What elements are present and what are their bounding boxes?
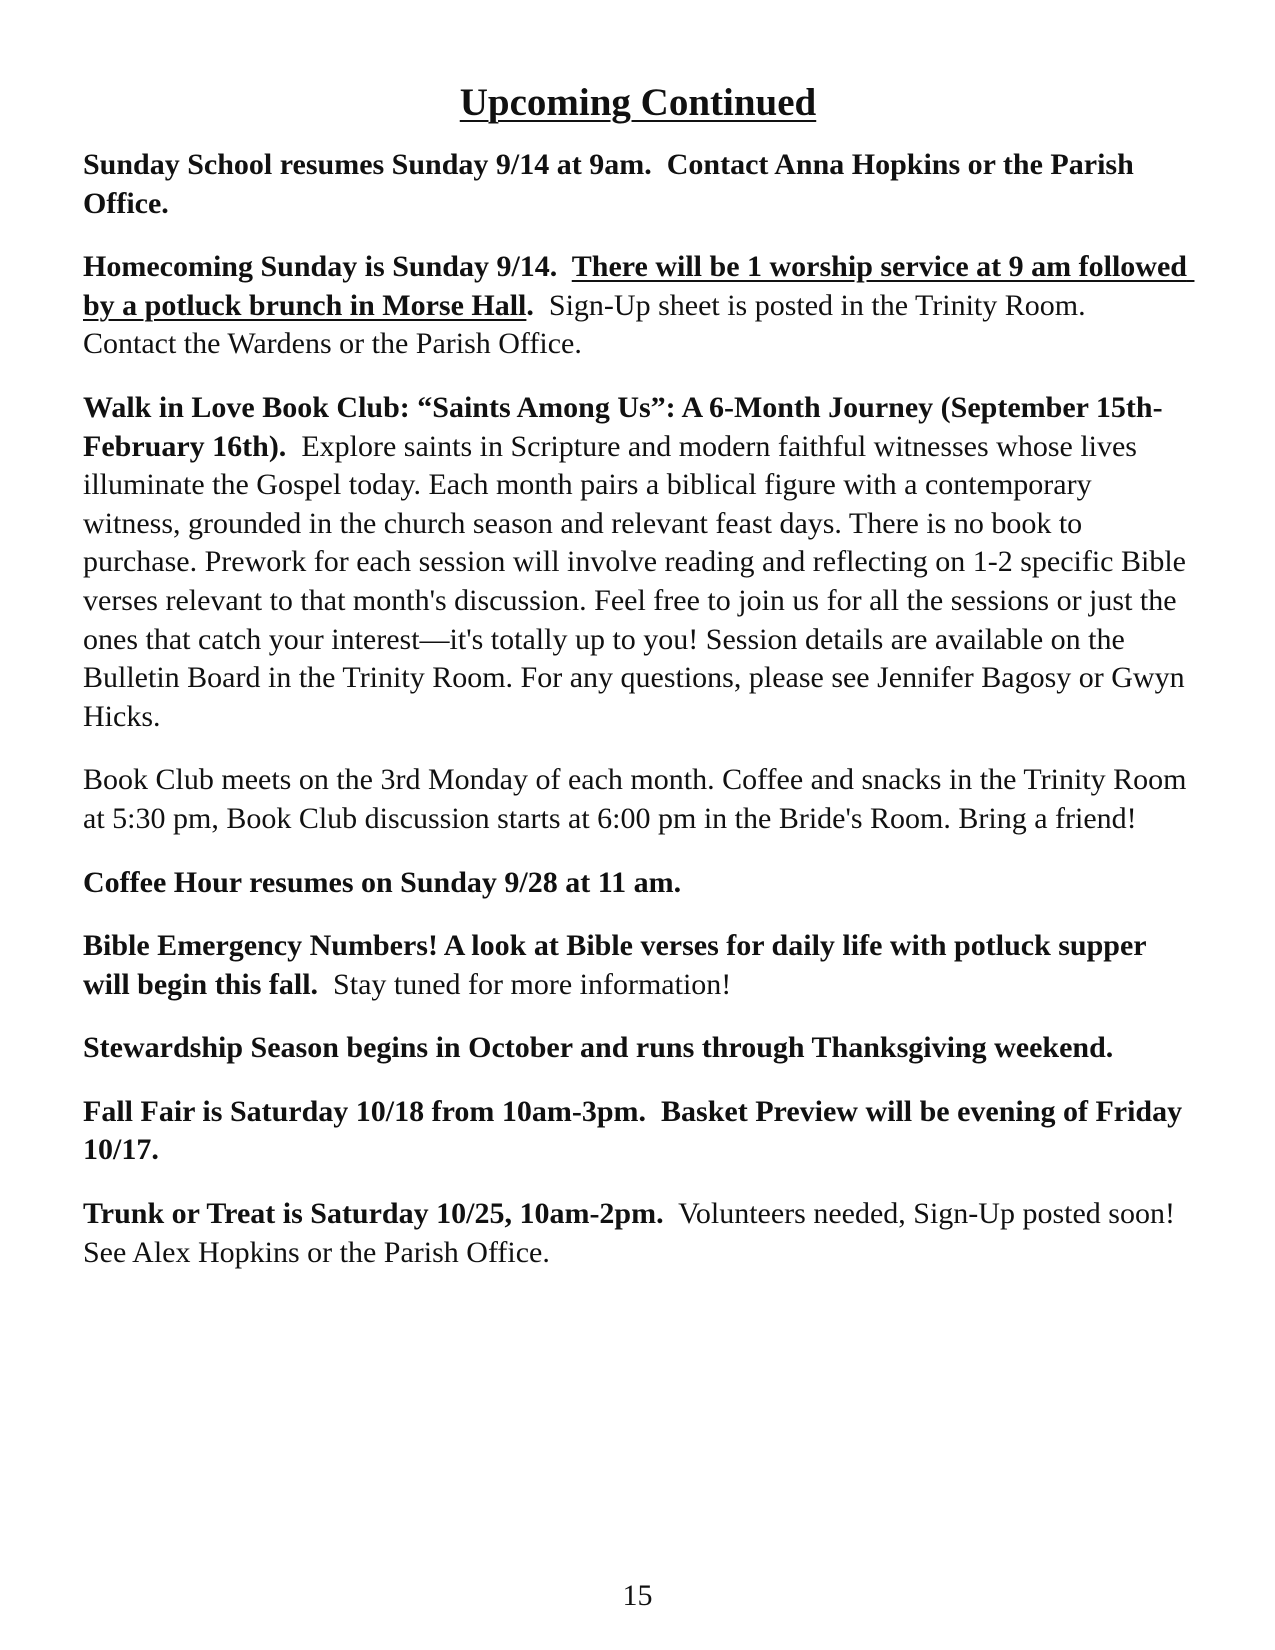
announcement-book-club-meets-text: Book Club meets on the 3rd Monday of each month. Coffee and snacks in the Trinity Room at 5:30 pm, Book Club discussion starts at 6:00 pm in the Bride's Room. Bring a friend! xyxy=(83,763,1194,835)
announcement-trunk-or-treat xyxy=(83,1195,1193,1272)
page-content xyxy=(83,78,1193,1297)
announcement-coffee-hour-text: Coffee Hour resumes on Sunday 9/28 at 11 am. xyxy=(83,865,682,899)
announcement-trunk-or-treat-details: Volunteers needed, Sign-Up posted soon! See Alex Hopkins or the Parish Office. xyxy=(83,1197,1190,1269)
announcement-stewardship-text: Stewardship Season begins in October and runs through Thanksgiving weekend. xyxy=(83,1031,1114,1065)
page-title: Upcoming Continued xyxy=(459,81,817,124)
announcement-book-club-meets xyxy=(83,761,1193,838)
announcement-homecoming-underlined: There will be 1 worship service at 9 am followed by a potluck brunch in Morse Hall xyxy=(83,250,1195,322)
announcement-sunday-school-text: Sunday School resumes Sunday 9/14 at 9am. Contact Anna Hopkins or the Parish Office. xyxy=(83,148,1142,220)
announcement-sunday-school xyxy=(83,146,1193,223)
announcement-book-club xyxy=(83,389,1193,736)
announcement-bible-emergency-heading: Bible Emergency Numbers! A look at Bible verses for daily life with potluck supper will begin this fall. xyxy=(83,929,1154,1001)
announcement-fall-fair-text: Fall Fair is Saturday 10/18 from 10am-3pm. Basket Preview will be evening of Friday 10/17. xyxy=(83,1094,1190,1167)
page-number: 15 xyxy=(622,1579,653,1612)
announcement-homecoming-details: Sign-Up sheet is posted in the Trinity Room. Contact the Wardens or the Parish Office. xyxy=(83,288,1101,361)
announcement-bible-emergency-details: Stay tuned for more information! xyxy=(318,967,732,1001)
announcement-coffee-hour xyxy=(83,864,1193,903)
announcement-bible-emergency xyxy=(83,927,1193,1004)
announcement-stewardship xyxy=(83,1029,1193,1068)
announcement-homecoming xyxy=(83,248,1193,364)
announcement-book-club-details: Explore saints in Scripture and modern faithful witnesses whose lives illuminate the Gospel today. Each month pairs a biblical figure with a contemporary witness, grounded in the church season and relevant feast days. There is no book to purchase. Prework for each session will involve reading and reflecting on 1-2 specific Bible verses relevant to that month's discussion. Feel free to join us for all the sessions or just the ones that catch your interest—it's totally up to you! Session details are available on the Bulletin Board in the Trinity Room. For any questions, please see Jennifer Bagosy or Gwyn Hicks. xyxy=(83,429,1194,733)
announcement-book-club-heading: Walk in Love Book Club: “Saints Among Us”: A 6-Month Journey (September 15th-February 16th). xyxy=(83,390,1163,463)
announcement-fall-fair xyxy=(83,1093,1193,1170)
announcement-homecoming-heading: Homecoming Sunday is Sunday 9/14. xyxy=(83,250,572,284)
announcement-homecoming-period: . xyxy=(526,288,534,322)
announcement-trunk-or-treat-heading: Trunk or Treat is Saturday 10/25, 10am-2pm. xyxy=(83,1197,664,1231)
